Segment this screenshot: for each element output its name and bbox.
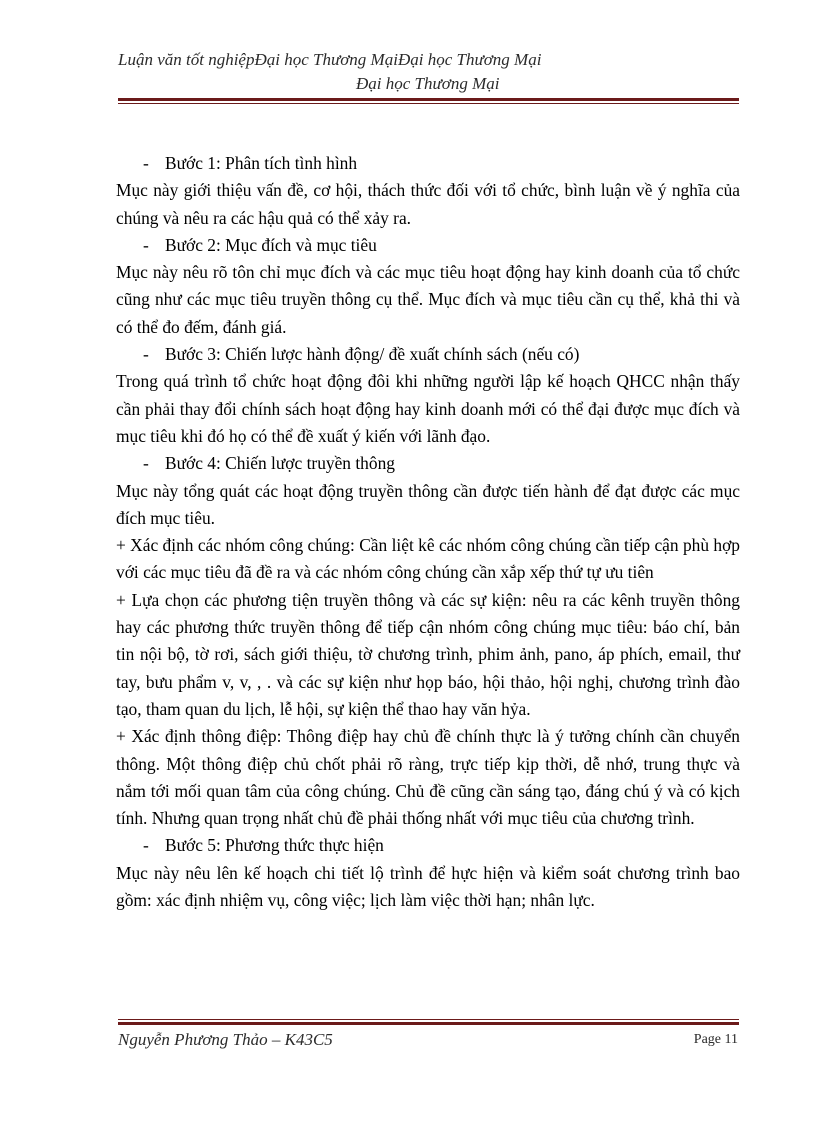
list-dash: - — [143, 234, 149, 255]
paragraph: Trong quá trình tổ chức hoạt động đôi khi những người lập kế hoạch QHCC nhận thấy cần phải thay đổi chính sách hoạt động hay kinh doanh mới có thể đại được mục đích và mục tiêu khi đó họ có thể đề xuất ý kiến với lãnh đạo. — [116, 371, 740, 446]
paragraph: + Xác định các nhóm công chúng: Cần liệt kê các nhóm công chúng cần tiếp cận phù hợp với các mục tiêu đã đề ra và các nhóm công chúng cần xắp xếp thứ tự ưu tiên — [116, 535, 740, 583]
step-heading-4 — [116, 450, 740, 477]
paragraph: Mục này nêu lên kế hoạch chi tiết lộ trình để hực hiện và kiểm soát chương trình bao gồm: xác định nhiệm vụ, công việc; lịch làm việc thời hạn; nhân lực. — [116, 862, 740, 911]
step-heading-3 — [116, 341, 740, 368]
step-heading-2 — [116, 232, 740, 259]
paragraph: + Xác định thông điệp: Thông điệp hay chủ đề chính thực là ý tưởng chính cần chuyển thông. Một thông điệp chủ chốt phải rõ ràng, trực tiếp kịp thời, dễ nhớ, trung thực và nắm tới mối quan tâm của công chúng. Chủ đề cũng cần sáng tạo, đáng chú ý và có kịch tính. Nhưng quan trọng nhất chủ đề phải thống nhất với mục tiêu của chương trình. — [116, 726, 740, 829]
paragraph: Mục này tổng quát các hoạt động truyền thông cần được tiến hành để đạt được các mục đích mục tiêu. — [116, 480, 740, 528]
step-label: Bước 1: Phân tích tình hình — [165, 153, 358, 173]
header-title-line1: Luận văn tốt nghiệpĐại học Thương MạiĐại học Thương Mại — [118, 50, 542, 69]
paragraph: Mục này giới thiệu vấn đề, cơ hội, thách thức đối với tổ chức, bình luận về ý nghĩa của chúng và nêu ra các hậu quả có thể xảy ra. — [116, 180, 740, 228]
paragraph: Mục này nêu rõ tôn chỉ mục đích và các mục tiêu hoạt động hay kinh doanh của tổ chức cũng như các mục tiêu truyền thông cụ thể. Mục đích và mục tiêu cần cụ thể, khả thi và có thể đo đếm, đánh giá. — [116, 262, 740, 337]
document-body — [116, 150, 740, 914]
page-header — [118, 48, 738, 96]
header-rule-thick — [118, 98, 739, 101]
list-dash: - — [143, 835, 149, 856]
footer-rule-thin — [118, 1019, 739, 1020]
header-title-line2: Đại học Thương Mại — [356, 74, 500, 93]
step-label: Bước 3: Chiến lược hành động/ đề xuất chính sách (nếu có) — [165, 344, 580, 365]
list-dash: - — [143, 344, 149, 365]
step-label: Bước 4: Chiến lược truyền thông — [165, 453, 395, 474]
paragraph: + Lựa chọn các phương tiện truyền thông và các sự kiện: nêu ra các kênh truyền thông hay các phương thức truyền thông để tiếp cận nhóm công chúng mục tiêu: báo chí, bản tin nội bộ, tờ rơi, sách giới thiệu, tờ chương trình, phim ảnh, pano, áp phích, email, thư tay, bưu phẩm v, v, , . và các sự kiện như họp báo, hội thảo, hội nghị, chương trình đào tạo, tham quan du lịch, lễ hội, sự kiện thể thao hay văn hỷa. — [116, 589, 740, 719]
list-dash: - — [143, 453, 149, 474]
step-label: Bước 5: Phương thức thực hiện — [165, 835, 384, 856]
footer-author: Nguyễn Phương Thảo – K43C5 — [118, 1030, 333, 1049]
step-heading-1 — [116, 150, 740, 177]
page-number: Page 11 — [693, 1032, 738, 1047]
list-dash: - — [143, 153, 149, 173]
step-heading-5 — [116, 832, 740, 859]
footer-rule-thick — [118, 1022, 739, 1025]
header-rule-thin — [118, 103, 739, 104]
step-label: Bước 2: Mục đích và mục tiêu — [165, 234, 377, 255]
